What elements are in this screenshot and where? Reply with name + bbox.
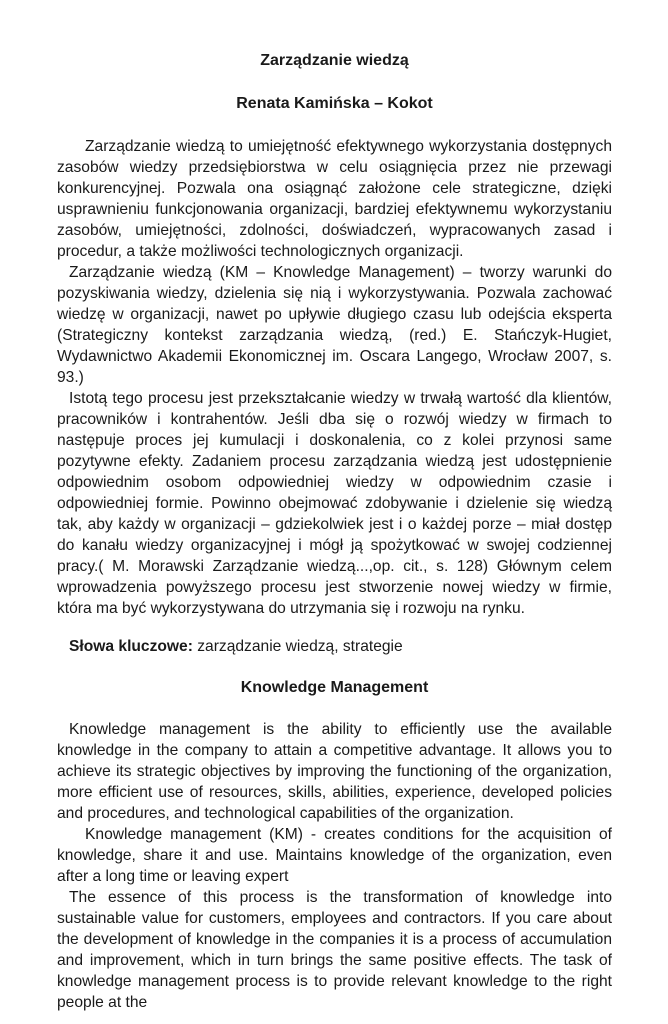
section-title-en: Knowledge Management [240, 679, 429, 696]
page-title: Zarządzanie wiedzą [260, 52, 409, 69]
document-page [57, 0, 612, 1013]
paragraph-en-1: Knowledge management is the ability to efficiently use the available knowledge in the company to attain a competitive advantage. It allows you to achieve its strategic objectives by improving the functioning of the organization, more efficient use of resources, skills, abilities, experience, developed policies and procedures, and technological capabilities of the organization. [57, 721, 612, 822]
paragraph-pl-2: Zarządzanie wiedzą (KM – Knowledge Management) – tworzy warunki do pozyskiwania wiedzy, dzielenia się nią i wykorzystywania. Pozwala zachować wiedzę w organizacji, nawet po upływie długiego czasu lub odejścia eksperta (Strategiczny kontekst zarządzania wiedzą, (red.) E. Stańczyk-Hugiet, Wydawnictwo Akademii Ekonomicznej im. Oscara Langego, Wrocław 2007, s. 93.) [57, 264, 612, 386]
keywords-value: zarządzanie wiedzą, strategie [192, 638, 403, 655]
keywords-line [57, 636, 612, 657]
paragraph-pl-1: Zarządzanie wiedzą to umiejętność efektywnego wykorzystania dostępnych zasobów wiedzy przedsiębiorstwa w celu osiągnięcia przez nie przewagi konkurencyjnej. Pozwala ona osiągnąć założone cele strategiczne, dzięki usprawnieniu funkcjonowania organizacji, bardziej efektywnemu wykorzystaniu zasobów, umiejętności, zdolności, doświadczeń, wypracowanych zasad i procedur, a także możliwości technologicznych organizacji. [57, 138, 612, 260]
paragraph-en-2: Knowledge management (KM) - creates conditions for the acquisition of knowledge, share it and use. Maintains knowledge of the organization, even after a long time or leaving expert [57, 826, 612, 885]
paragraph-pl-3: Istotą tego procesu jest przekształcanie wiedzy w trwałą wartość dla klientów, pracowników i kontrahentów. Jeśli dba się o rozwój wiedzy w firmach to następuje proces jej kumulacji i doskonalenia, co z kolei przynosi same pozytywne efekty. Zadaniem procesu zarządzania wiedzą jest udostępnienie odpowiednim osobom odpowiedniej wiedzy w odpowiednim czasie i odpowiedniej formie. Powinno obejmować zdobywanie i dzielenie się wiedzą tak, aby każdy w organizacji – gdziekolwiek jest i o każdej porze – miał dostęp do kanału wiedzy organizacyjnej i mógł ją spożytkować w swojej codziennej pracy.( M. Morawski Zarządzanie wiedzą...,op. cit., s. 128) Głównym celem wprowadzenia powyższego procesu jest stworzenie nowej wiedzy w firmie, która ma być wykorzystywana do utrzymania się i rozwoju na rynku. [57, 390, 612, 617]
keywords-label: Słowa kluczowe: [69, 638, 193, 655]
author-name: Renata Kamińska – Kokot [236, 95, 433, 112]
paragraph-en-3: The essence of this process is the transformation of knowledge into sustainable value for customers, employees and contractors. If you care about the development of knowledge in the companies it is a process of accumulation and improvement, which in turn brings the same positive effects. The task of knowledge management process is to provide relevant knowledge to the right people at the [57, 889, 612, 1011]
